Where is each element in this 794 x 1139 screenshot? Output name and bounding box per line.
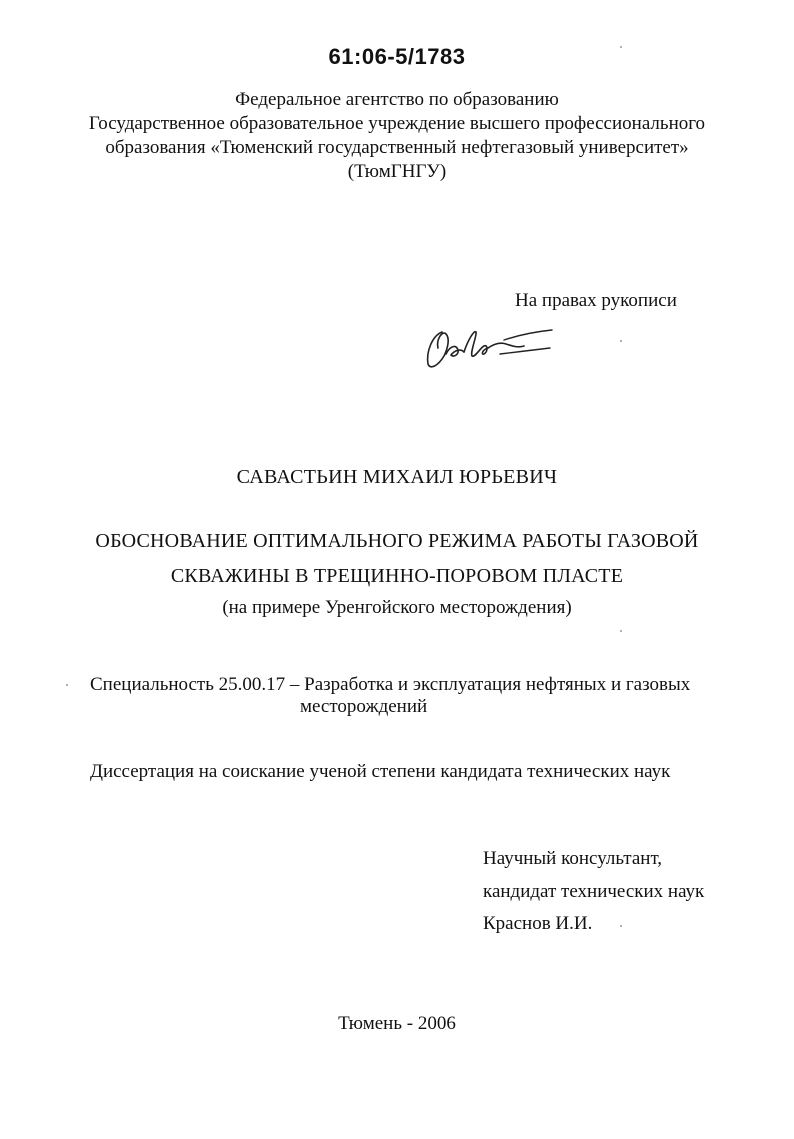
- scan-speck: [620, 630, 622, 632]
- specialty-line-2: месторождений: [300, 696, 428, 717]
- scan-speck: [620, 46, 622, 48]
- dissertation-subtitle: (на примере Уренгойского месторождения): [222, 597, 572, 618]
- scan-speck: [620, 925, 622, 927]
- organization-line-2: Государственное образовательное учреждение высшего профессионального: [88, 113, 706, 134]
- archive-code: 61:06-5/1783: [328, 44, 466, 69]
- consultant-degree: кандидат технических наук: [483, 881, 705, 902]
- city-year: Тюмень - 2006: [338, 1013, 456, 1034]
- scan-speck: [66, 684, 68, 686]
- manuscript-rights-note: На правах рукописи: [515, 290, 677, 311]
- specialty-line-1: Специальность 25.00.17 – Разработка и эксплуатация нефтяных и газовых: [90, 674, 691, 695]
- organization-line-3: образования «Тюменский государственный нефтегазовый университет»: [105, 137, 689, 158]
- organization-line-1: Федеральное агентство по образованию: [235, 89, 559, 110]
- author-name: САВАСТЬИН МИХАИЛ ЮРЬЕВИЧ: [236, 466, 558, 488]
- dissertation-title-line-2: СКВАЖИНЫ В ТРЕЩИННО-ПОРОВОМ ПЛАСТЕ: [170, 565, 624, 587]
- signature: [420, 318, 560, 378]
- scan-speck: [620, 340, 622, 342]
- consultant-name: Краснов И.И.: [483, 913, 593, 934]
- organization-line-4: (ТюмГНГУ): [347, 161, 447, 182]
- consultant-role: Научный консультант,: [483, 848, 663, 869]
- degree-statement: Диссертация на соискание ученой степени кандидата технических наук: [90, 761, 671, 782]
- dissertation-title-line-1: ОБОСНОВАНИЕ ОПТИМАЛЬНОГО РЕЖИМА РАБОТЫ ГАЗОВОЙ: [95, 530, 699, 552]
